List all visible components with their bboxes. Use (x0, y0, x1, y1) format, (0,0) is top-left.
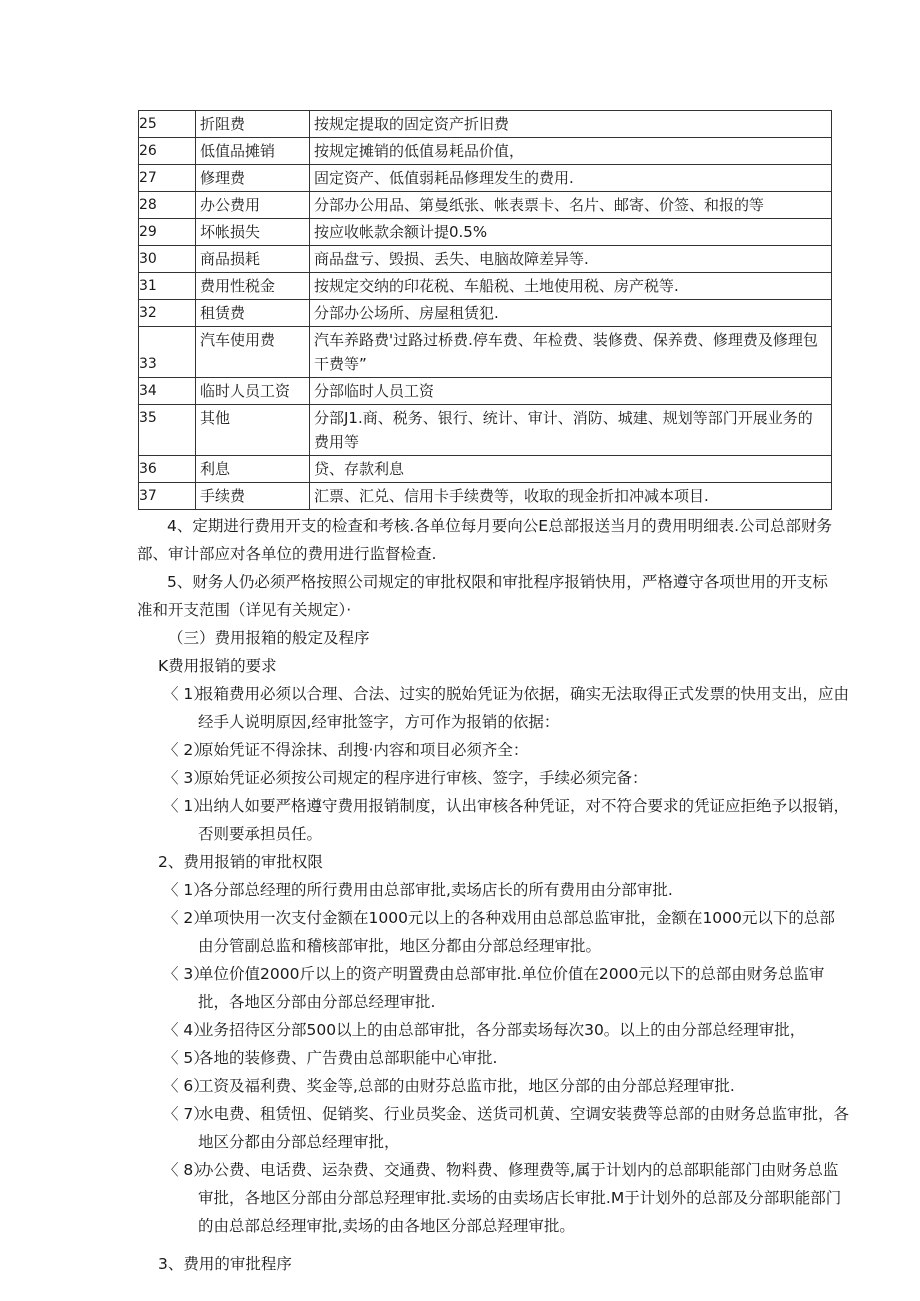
requirement-item (0, 736, 920, 764)
row-number: 36 (139, 456, 196, 483)
authority-item (0, 1016, 920, 1044)
table-row (139, 378, 832, 405)
list-marker: 〈 2） (163, 741, 209, 759)
expense-description: 汽车养路费'过路过桥费.停车费、年检费、装修费、保养费、修理费及修理包干费等” (310, 327, 832, 378)
row-number: 27 (139, 165, 196, 192)
row-number: 35 (139, 405, 196, 456)
expense-table (138, 110, 832, 510)
expense-description: 汇票、汇兑、信用卡手续费等，收取的现金折扣冲减本项目. (310, 483, 832, 510)
table-row (139, 456, 832, 483)
row-number: 31 (139, 273, 196, 300)
list-text: 工资及福利费、奖金等,总部的由财芬总监市批，地区分部的由分部总羟理审批. (198, 1077, 735, 1095)
table-row (139, 273, 832, 300)
authority-list (0, 876, 920, 1240)
expense-description: 贷、存款利息 (310, 456, 832, 483)
list-marker: 〈 4） (163, 1021, 209, 1039)
expense-description: 按规定摊销的低值易耗品价值， (310, 138, 832, 165)
paragraph-4: 4、定期进行费用开支的检查和考核.各单位每月要向公E总部报送当月的费用明细表.公司总部财务部、审计部应对各单位的费用进行监督检查. (137, 517, 833, 563)
expense-name: 商品损耗 (196, 246, 310, 273)
list-text: 办公费、电话费、运杂费、交通费、物料费、修理费等,属于计划内的总部职能部门由财务总监审批，各地区分部由分部总羟理审批.卖场的由卖场店长审批.M于计划外的总部及分部职能部门的由总部总经理审批,卖场的由各地区分部总羟理审批。 (198, 1161, 842, 1235)
section-heading-3: （三）费用报箱的般定及程序 (168, 629, 370, 647)
authority-item (0, 876, 920, 904)
requirement-item (0, 680, 920, 736)
row-number: 28 (139, 192, 196, 219)
table-row (139, 165, 832, 192)
list-text: 报箱费用必须以合理、合法、过实的脱始凭证为依据，确实无法取得正式发票的快用支出，应由经手人说明原因,经审批签字，方可作为报销的依据： (198, 685, 850, 731)
row-number: 34 (139, 378, 196, 405)
table-row (139, 192, 832, 219)
list-text: 原始凭证不得涂抹、刮搜·内容和项目必须齐全： (198, 741, 529, 759)
authority-item (0, 1072, 920, 1100)
list-text: 单位价值2000斤以上的资产明置费由总部审批.单位价值在2000元以下的总部由财务总监审批，各地区分部由分部总经理审批. (198, 965, 825, 1011)
authority-item (0, 1156, 920, 1240)
subheading-authority: 2、费用报销的审批权限 (158, 853, 323, 871)
list-text: 业务招待区分部500以上的由总部审批，各分部卖场每次30。以上的由分部总经理审批， (198, 1021, 806, 1039)
row-number: 26 (139, 138, 196, 165)
list-text: 出纳人如要严格遵守费用报销制度，认出审核各种凭证，对不符合要求的凭证应拒绝予以报销，否则要承担员任。 (198, 797, 850, 843)
expense-name: 费用性税金 (196, 273, 310, 300)
list-marker: 〈 3） (163, 965, 209, 983)
authority-item (0, 960, 920, 1016)
table-row (139, 405, 832, 456)
table-row (139, 246, 832, 273)
expense-description: 固定资产、低值弱耗品修理发生的费用. (310, 165, 832, 192)
list-text: 水电费、租赁忸、促销奖、行业员奖金、送货司机黄、空调安装费等总部的由财务总监审批，各地区分都由分部总经理审批， (198, 1105, 850, 1151)
subheading-procedure: 3、费用的审批程序 (158, 1255, 292, 1273)
authority-item (0, 1044, 920, 1072)
expense-name: 利息 (196, 456, 310, 483)
expense-description: 按应收帐款余额计提0.5% (310, 219, 832, 246)
expense-name: 折阻费 (196, 111, 310, 138)
expense-description: 按规定提取的固定资产折旧费 (310, 111, 832, 138)
list-marker: 〈 8） (163, 1161, 209, 1179)
list-marker: 〈 3） (163, 769, 209, 787)
requirements-list (0, 680, 920, 848)
expense-name: 坏帐损失 (196, 219, 310, 246)
row-number: 32 (139, 300, 196, 327)
expense-name: 租赁费 (196, 300, 310, 327)
list-marker: 〈 1） (163, 797, 209, 815)
list-marker: 〈 1） (163, 881, 209, 899)
expense-description: 按规定交纳的印花税、车船税、土地使用税、房产税等. (310, 273, 832, 300)
table-row (139, 483, 832, 510)
table-row (139, 327, 832, 378)
row-number: 33 (139, 327, 196, 378)
expense-name: 其他 (196, 405, 310, 456)
expense-name: 修理费 (196, 165, 310, 192)
list-text: 各分部总经理的所行费用由总部审批,卖场店长的所有费用由分部审批. (198, 881, 673, 899)
expense-name: 办公费用 (196, 192, 310, 219)
authority-item (0, 904, 920, 960)
list-marker: 〈 5） (163, 1049, 209, 1067)
list-text: 各地的装修费、广告费由总部职能中心审批. (198, 1049, 498, 1067)
authority-item (0, 1100, 920, 1156)
list-marker: 〈 6） (163, 1077, 209, 1095)
table-row (139, 219, 832, 246)
list-marker: 〈 1） (163, 685, 209, 703)
expense-description: 分部临时人员工资 (310, 378, 832, 405)
table-row (139, 138, 832, 165)
table-row (139, 111, 832, 138)
list-marker: 〈 2） (163, 909, 209, 927)
expense-description: 分部J1.商、税务、银行、统计、审计、消防、城建、规划等部门开展业务的费用等 (310, 405, 832, 456)
list-text: 原始凭证必须按公司规定的程序进行审核、签字，手续必须完备： (198, 769, 648, 787)
expense-description: 分部办公场所、房屋租赁犯. (310, 300, 832, 327)
row-number: 30 (139, 246, 196, 273)
paragraph-5: 5、财务人仍必须严格按照公司规定的审批权限和审批程序报销快用，严格遵守各项世用的开支标准和开支范围（详见有关规定）· (137, 573, 828, 619)
document-body (0, 512, 920, 1278)
row-number: 25 (139, 111, 196, 138)
requirement-item (0, 792, 920, 848)
subheading-requirements: K费用报销的要求 (158, 657, 277, 675)
list-text: 单项快用一次支付金额在1000元以上的各种戏用由总部总监审批，金额在1000元以下的总部由分管副总监和稽核部审批，地区分都由分部总经理审批。 (198, 909, 835, 955)
expense-name: 临时人员工资 (196, 378, 310, 405)
expense-name: 手续费 (196, 483, 310, 510)
expense-description: 商品盘亏、毁损、丢失、电脑故障差异等. (310, 246, 832, 273)
row-number: 37 (139, 483, 196, 510)
expense-description: 分部办公用品、第曼纸张、帐表票卡、名片、邮寄、价签、和报的等 (310, 192, 832, 219)
table-row (139, 300, 832, 327)
row-number: 29 (139, 219, 196, 246)
expense-name: 汽车使用费 (196, 327, 310, 378)
expense-name: 低值品摊销 (196, 138, 310, 165)
requirement-item (0, 764, 920, 792)
list-marker: 〈 7） (163, 1105, 209, 1123)
